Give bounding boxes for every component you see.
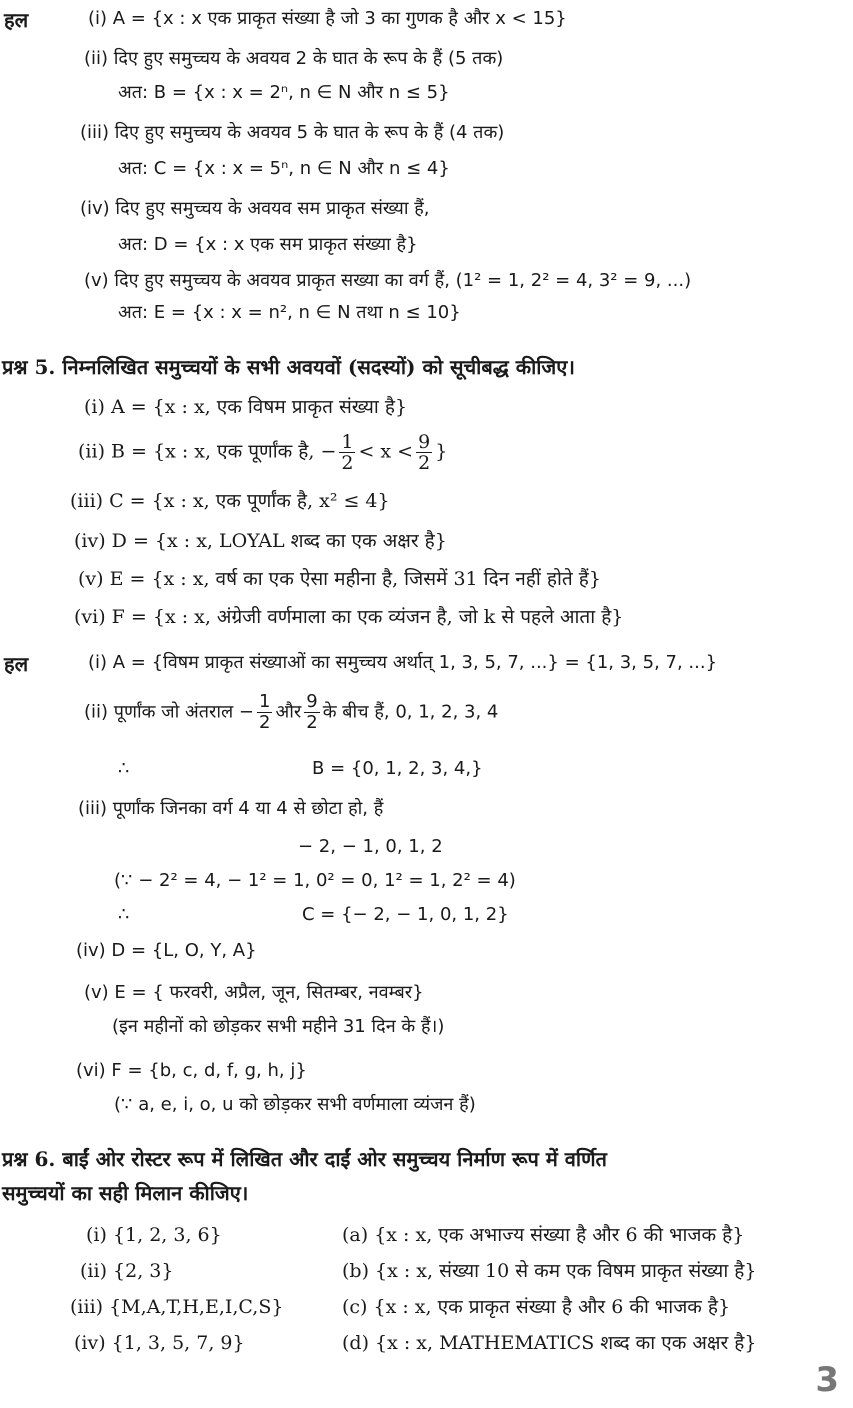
fraction: $\frac{9}{2}$: [306, 691, 318, 733]
solution-line: (i) A = {x : x एक प्राकृत संख्या है जो 3 का गुणक है और x < 15}: [88, 8, 567, 29]
solution-line: (v) दिए हुए समुच्चय के अवयव प्राकृत सख्या का वर्ग हैं, (1² = 1, 2² = 4, 3² = 9, ...): [84, 270, 692, 291]
solution-line: (ii) पूर्णांक जो अंतराल − $\frac{1}{2}$ और $\frac{9}{2}$ के बीच हैं, 0, 1, 2, 3, 4: [84, 691, 499, 733]
question-title: प्रश्न 5. निम्नलिखित समुच्चयों के सभी अवयवों (सदस्यों) को सूचीबद्ध कीजिए।: [2, 355, 575, 379]
therefore-symbol: ∴: [118, 758, 130, 779]
solution-line: (v) E = { फरवरी, अप्रैल, जून, सितम्बर, नवम्बर}: [84, 982, 424, 1003]
fraction: $\frac{1}{2}$: [259, 691, 271, 733]
solution-line: (vi) F = {b, c, d, f, g, h, j}: [76, 1060, 307, 1081]
question-title: समुच्चयों का सही मिलान कीजिए।: [2, 1181, 249, 1205]
match-right-item: (c) {x : x, एक प्राकृत संख्या है और 6 की भाजक है}: [342, 1296, 731, 1318]
match-right-item: (b) {x : x, संख्या 10 से कम एक विषम प्राकृत संख्या है}: [342, 1260, 757, 1282]
question-item: (iii) C = {x : x, एक पूर्णांक है, x² ≤ 4}: [70, 490, 390, 512]
question-item: (vi) F = {x : x, अंग्रेजी वर्णमाला का एक व्यंजन है, जो k से पहले आता है}: [74, 606, 624, 628]
solution-label: हल: [4, 652, 29, 676]
page-number: 3: [815, 1360, 839, 1400]
question-item: (ii) B = {x : x, एक पूर्णांक है, − $\frac{1}{2}$ < x < $\frac{9}{2}$ }: [78, 431, 448, 474]
solution-line: (i) A = {विषम प्राकृत संख्याओं का समुच्चय अर्थात् 1, 3, 5, 7, ...} = {1, 3, 5, 7, ...}: [88, 652, 718, 673]
solution-line: (∵ − 2² = 4, − 1² = 1, 0² = 0, 1² = 1, 2² = 4): [114, 870, 516, 891]
solution-label: हल: [4, 8, 29, 32]
solution-line: (iv) D = {L, O, Y, A}: [76, 940, 257, 961]
solution-line: (इन महीनों को छोड़कर सभी महीने 31 दिन के हैं।): [112, 1016, 445, 1037]
solution-line: (iii) दिए हुए समुच्चय के अवयव 5 के घात के रूप के हैं (4 तक): [80, 122, 505, 143]
match-right-item: (d) {x : x, MATHEMATICS शब्द का एक अक्षर है}: [342, 1332, 757, 1354]
match-left-item: (iv) {1, 3, 5, 7, 9}: [74, 1332, 245, 1354]
solution-line: (∵ a, e, i, o, u को छोड़कर सभी वर्णमाला व्यंजन हैं): [114, 1094, 476, 1115]
question-item: (v) E = {x : x, वर्ष का एक ऐसा महीना है, जिसमें 31 दिन नहीं होते हैं}: [78, 568, 601, 590]
solution-line: B = {0, 1, 2, 3, 4,}: [312, 758, 483, 779]
match-left-item: (iii) {M,A,T,H,E,I,C,S}: [70, 1296, 284, 1318]
question-item: (i) A = {x : x, एक विषम प्राकृत संख्या है}: [84, 396, 408, 418]
solution-line: − 2, − 1, 0, 1, 2: [298, 836, 443, 857]
fraction: $\frac{9}{2}$: [418, 431, 431, 474]
solution-line: (iii) पूर्णांक जिनका वर्ग 4 या 4 से छोटा हो, हैं: [78, 798, 384, 819]
question-title: प्रश्न 6. बाईं ओर रोस्टर रूप में लिखित और दाईं ओर समुच्चय निर्माण रूप में वर्णित: [2, 1147, 607, 1171]
solution-line: (iv) दिए हुए समुच्चय के अवयव सम प्राकृत संख्या हैं,: [80, 198, 430, 219]
question-item: (iv) D = {x : x, LOYAL शब्द का एक अक्षर है}: [74, 530, 447, 552]
solution-line: अत: B = {x : x = 2ⁿ, n ∈ N और n ≤ 5}: [118, 82, 450, 103]
solution-line: (ii) दिए हुए समुच्चय के अवयव 2 के घात के रूप के हैं (5 तक): [84, 48, 504, 69]
match-left-item: (ii) {2, 3}: [80, 1260, 174, 1282]
solution-line: अत: E = {x : x = n², n ∈ N तथा n ≤ 10}: [118, 302, 461, 323]
solution-line: अत: C = {x : x = 5ⁿ, n ∈ N और n ≤ 4}: [118, 158, 450, 179]
match-left-item: (i) {1, 2, 3, 6}: [86, 1224, 222, 1246]
match-right-item: (a) {x : x, एक अभाज्य संख्या है और 6 की भाजक है}: [342, 1224, 745, 1246]
fraction: $\frac{1}{2}$: [341, 431, 354, 474]
therefore-symbol: ∴: [118, 904, 130, 925]
solution-line: C = {− 2, − 1, 0, 1, 2}: [302, 904, 509, 925]
solution-line: अत: D = {x : x एक सम प्राकृत संख्या है}: [118, 234, 418, 255]
